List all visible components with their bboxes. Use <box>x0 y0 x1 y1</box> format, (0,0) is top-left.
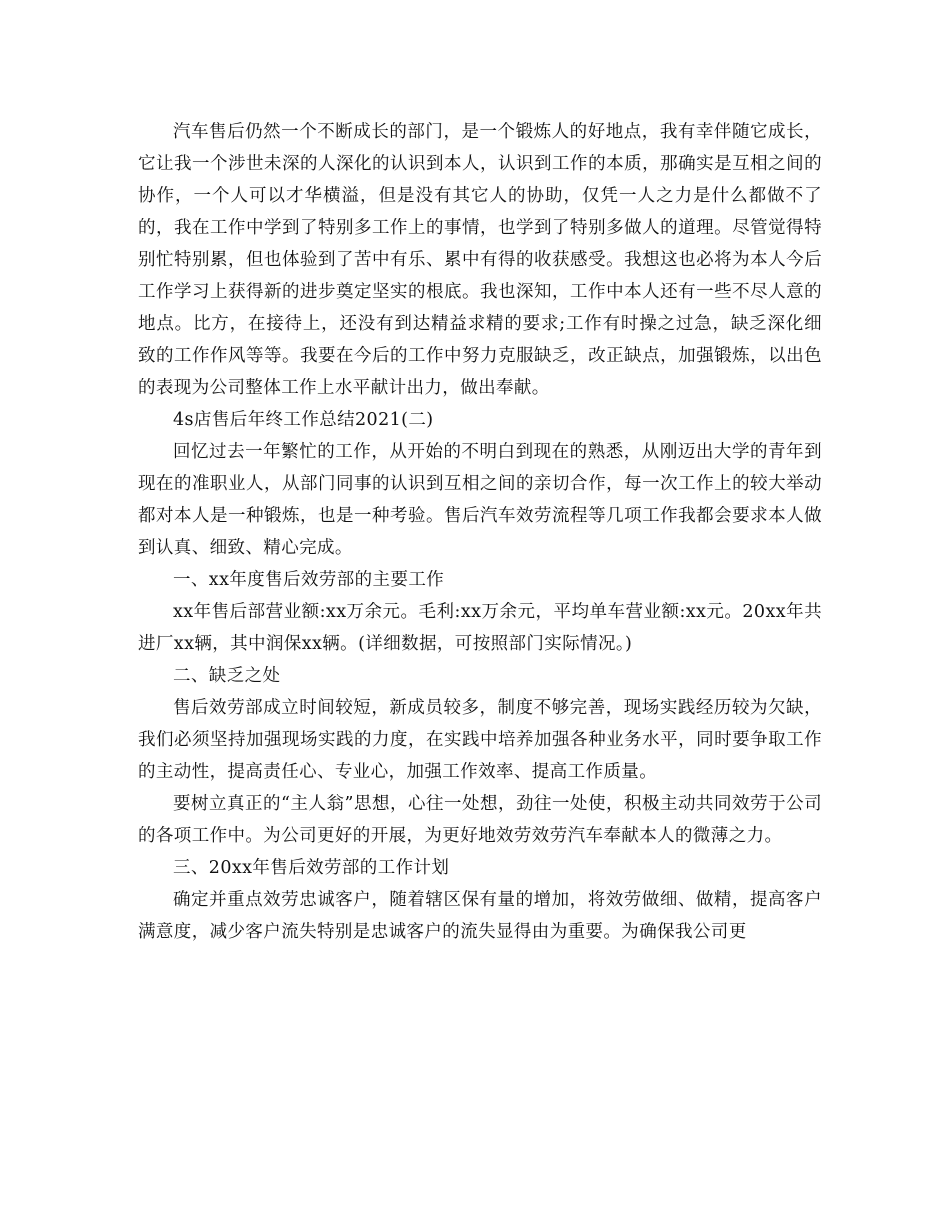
section-heading-shortcomings: 二、缺乏之处 <box>173 666 281 686</box>
section-heading-work-plan: 三、20xx年售后效劳部的工作计划 <box>173 858 450 878</box>
paragraph-shortcomings: 售后效劳部成立时间较短，新成员较多，制度不够完善，现场实践经历较为欠缺，我们必须坚持加强现场实践的力度，在实践中培养加强各种业务水平，同时要争取工作的主动性，提高责任心、专业心，加强工作效率、提高工作质量。 <box>138 698 822 782</box>
paragraph-loyal-customers: 确定并重点效劳忠诚客户，随着辖区保有量的增加，将效劳做细、做精，提高客户满意度，减少客户流失特别是忠诚客户的流失显得由为重要。为确保我公司更 <box>138 890 822 942</box>
section-heading-main-work: 一、xx年度售后效劳部的主要工作 <box>173 570 445 590</box>
paragraph-ownership: 要树立真正的“主人翁”思想，心往一处想，劲往一处使，积极主动共同效劳于公司的各项工作中。为公司更好的开展，为更好地效劳效劳汽车奉献本人的微薄之力。 <box>138 794 822 846</box>
paragraph-revenue-figures: xx年售后部营业额:xx万余元。毛利:xx万余元，平均单车营业额:xx元。20xx年共进厂xx辆，其中润保xx辆。(详细数据，可按照部门实际情况。) <box>138 602 822 654</box>
section-heading-summary-2: 4s店售后年终工作总结2021(二) <box>173 410 434 430</box>
paragraph-year-review: 回忆过去一年繁忙的工作，从开始的不明白到现在的熟悉，从刚迈出大学的青年到现在的准职业人，从部门同事的认识到互相之间的亲切合作，每一次工作上的较大举动都对本人是一种锻炼，也是一种考验。售后汽车效劳流程等几项工作我都会要求本人做到认真、细致、精心完成。 <box>138 442 822 558</box>
document-body <box>138 116 822 948</box>
paragraph-intro-reflection: 汽车售后仍然一个不断成长的部门，是一个锻炼人的好地点，我有幸伴随它成长，它让我一个涉世未深的人深化的认识到本人，认识到工作的本质，那确实是互相之间的协作，一个人可以才华横溢，但是没有其它人的协助，仅凭一人之力是什么都做不了的，我在工作中学到了特别多工作上的事情，也学到了特别多做人的道理。尽管觉得特别忙特别累，但也体验到了苦中有乐、累中有得的收获感受。我想这也必将为本人今后工作学习上获得新的进步奠定坚实的根底。我也深知，工作中本人还有一些不尽人意的地点。比方，在接待上，还没有到达精益求精的要求;工作有时操之过急，缺乏深化细致的工作作风等等。我要在今后的工作中努力克服缺乏，改正缺点，加强锻炼，以出色的表现为公司整体工作上水平献计出力，做出奉献。 <box>138 122 822 398</box>
